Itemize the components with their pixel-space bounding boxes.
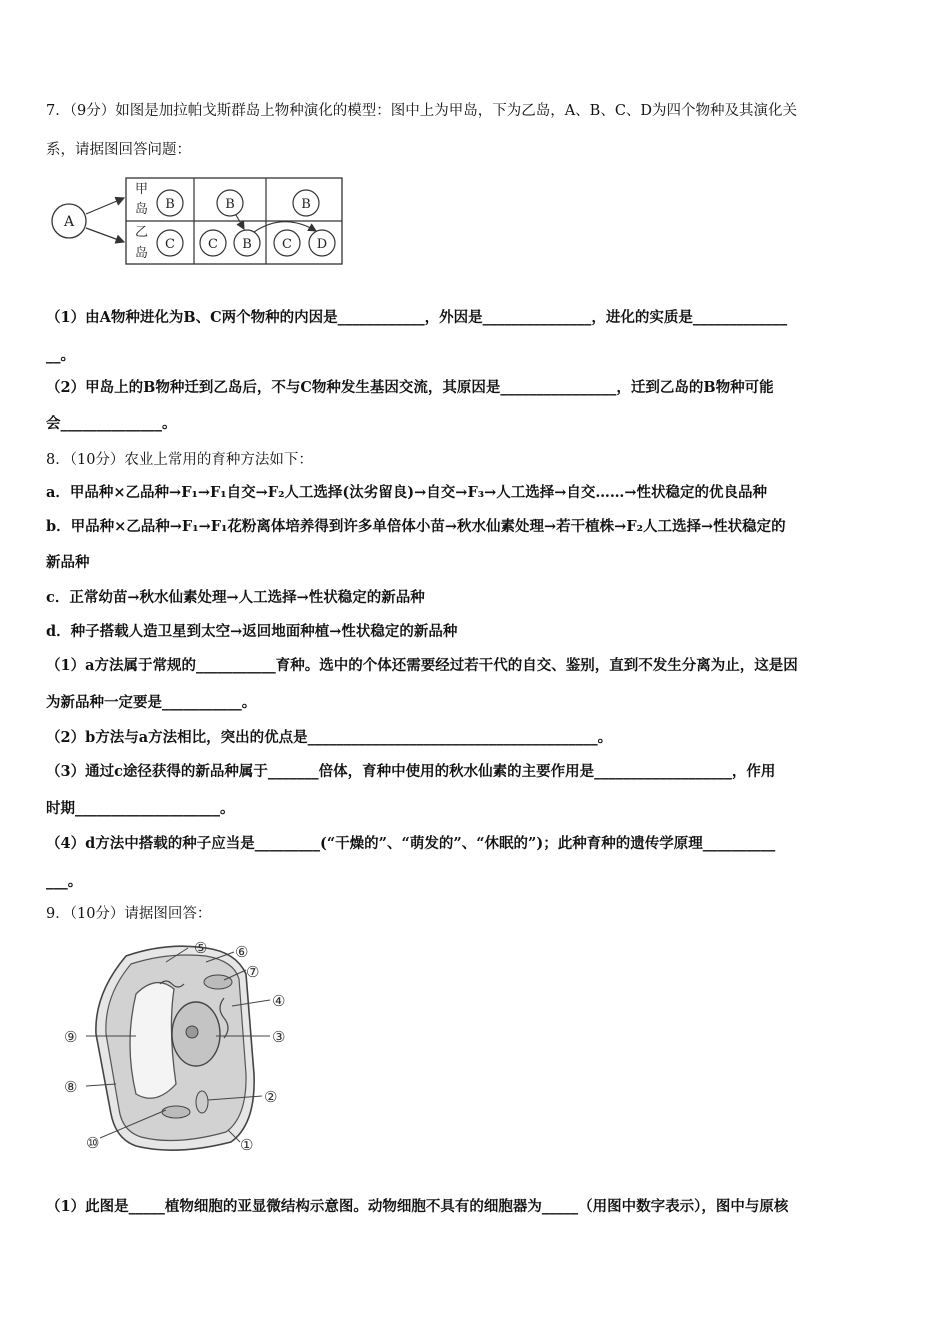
bottom-species-1: C [165,237,175,252]
q7-stem-line2: 系，请据图回答问题： [46,142,191,158]
bottom-species-4: C [282,237,292,252]
plant-cell-diagram [56,934,302,1156]
q8-method-c: c．正常幼苗→秋水仙素处理→人工选择→性状稳定的新品种 [46,589,425,606]
q7-part1-line2: __。 [46,347,75,364]
label-1: ① [240,1136,254,1154]
island-top-char1: 甲 [135,182,149,197]
label-3: ③ [272,1028,286,1046]
q8-part1-line1: （1）a方法属于常规的___________育种。选中的个体还需要经过若干代的自交、鉴别，直到不发生分离为止，这是因 [46,657,798,674]
speciation-diagram [44,176,346,268]
label-10: ⑩ [86,1134,100,1152]
label-6: ⑥ [235,943,249,961]
q8-method-b-line1: b．甲品种×乙品种→F₁→F₁花粉离体培养得到许多单倍体小苗→秋水仙素处理→若干植株→F₂人工选择→性状稳定的 [46,518,786,535]
top-species-2: B [225,197,235,212]
label-9: ⑨ [64,1028,78,1046]
q8-method-b-line2: 新品种 [46,554,90,571]
bottom-species-3: B [242,237,252,252]
q8-part3-line1: （3）通过c途径获得的新品种属于_______倍体，育种中使用的秋水仙素的主要作用是___________________，作用 [46,763,776,780]
island-top-char2: 岛 [135,202,149,217]
q8-part2: （2）b方法与a方法相比，突出的优点是________________________________________。 [46,729,613,746]
q7-stem-line1: 7．（9分）如图是加拉帕戈斯群岛上物种演化的模型：图中上为甲岛，下为乙岛，A、B、C、D为四个物种及其演化关 [46,103,798,119]
q8-part1-line2: 为新品种一定要是___________。 [46,694,257,711]
q9-part1-line1: （1）此图是_____植物细胞的亚显微结构示意图。动物细胞不具有的细胞器为_____（用图中数字表示），图中与原核 [46,1198,789,1215]
species-a-label: A [63,214,75,230]
q8-part4-line1: （4）d方法中搭载的种子应当是_________(“干燥的”、“萌发的”、“休眠的”)；此种育种的遗传学原理__________ [46,835,776,852]
island-bottom-char1: 乙 [135,225,149,240]
arrow-to-bottom-island [86,228,124,242]
q8-method-d: d．种子搭载人造卫星到太空→返回地面种植→性状稳定的新品种 [46,623,458,640]
island-bottom-char2: 岛 [135,246,149,261]
vacuole [130,983,176,1099]
label-5: ⑤ [194,939,208,957]
q8-part3-line2: 时期____________________。 [46,800,235,817]
q8-method-a: a．甲品种×乙品种→F₁→F₁自交→F₂人工选择(汰劣留良)→自交→F₃→人工选择→自交……→性状稳定的优良品种 [46,484,768,501]
label-4: ④ [272,992,286,1010]
top-species-1: B [165,197,175,212]
top-species-3: B [301,197,311,212]
label-8: ⑧ [64,1078,78,1096]
bottom-species-2: C [208,237,218,252]
chloroplast-2 [162,1106,190,1118]
q7-part1-line1: （1）由A物种进化为B、C两个物种的内因是____________，外因是_______________，进化的实质是_____________ [46,309,788,326]
q7-part2-line1: （2）甲岛上的B物种迁到乙岛后，不与C物种发生基因交流，其原因是________________，迁到乙岛的B物种可能 [46,379,774,396]
mitochondrion [196,1091,208,1113]
bottom-species-5: D [316,237,328,252]
q8-part4-line2: ___。 [46,873,83,890]
label-7: ⑦ [246,963,260,981]
q9-stem: 9．（10分）请据图回答： [46,906,212,922]
chloroplast [204,975,232,989]
q8-stem: 8．（10分）农业上常用的育种方法如下： [46,452,313,468]
q7-part2-line2: 会______________。 [46,415,177,432]
label-2: ② [264,1088,278,1106]
arrow-to-top-island [86,198,124,214]
